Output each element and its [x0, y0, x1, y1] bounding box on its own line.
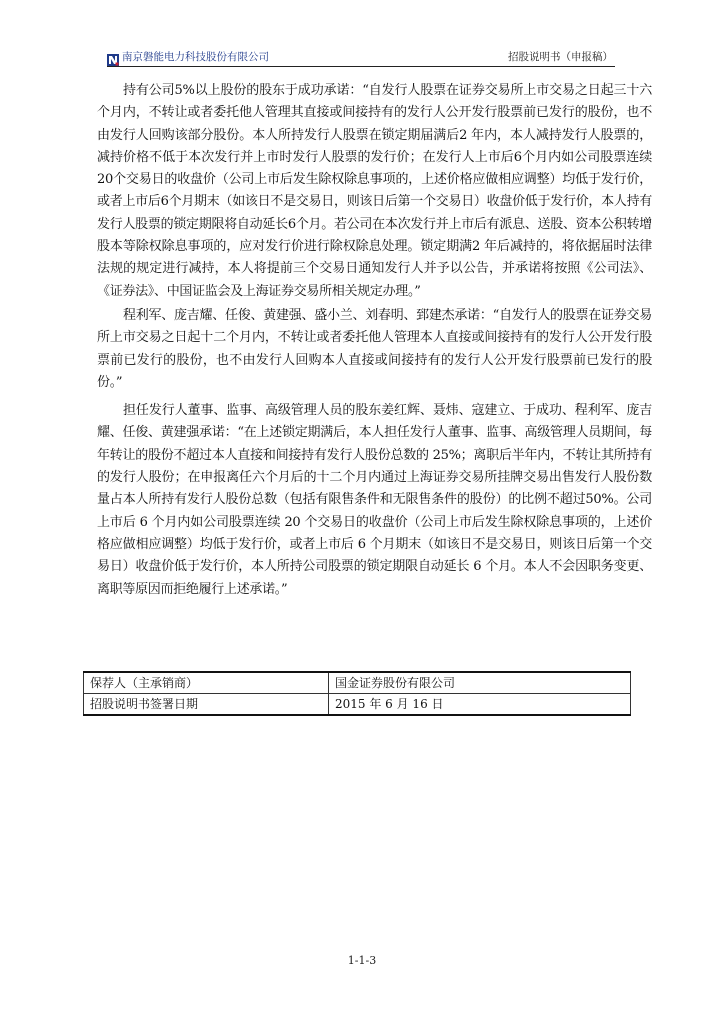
sponsor-label: 保荐人（主承销商） [84, 672, 329, 694]
signing-date-label: 招股说明书签署日期 [84, 694, 329, 716]
sponsor-value: 国金证券股份有限公司 [329, 672, 631, 694]
page-number: 1-1-3 [347, 954, 377, 967]
paragraph-shareholders-lockup: 程利军、庞吉耀、任俊、黄建强、盛小兰、刘春明、郅建杰承诺：“自发行人的股票在证券交易所上市交易之日起十二个月内，不转让或者委托他人管理本人直接或间接持有的发行人公开发行股票前已发行的股份，也不由发行人回购本人直接或间接持有的发行人公开发行股票前已发行的股份。” [97, 307, 652, 390]
table-row [84, 694, 631, 716]
issuance-info-table [83, 671, 631, 716]
document-title: 招股说明书（申报稿） [508, 51, 613, 63]
paragraph-shareholder-commitment: 持有公司5%以上股份的股东于成功承诺：“自发行人股票在证券交易所上市交易之日起三十六个月内，不转让或者委托他人管理其直接或间接持有的发行人公开发行股票前已发行的股份，也不由发行人回购该部分股份。本人所持发行人股票在锁定期届满后2 年内，本人减持发行人股票的，减持价格不低于本次发行并上市时发行人股票的发行价；在发行人上市后6个月内如公司股票连续20个交易日的收盘价（公司上市后发生除权除息事项的，上述价格应做相应调整）均低于发行价，或者上市后6个月期末（如该日不是交易日，则该日后第一个交易日）收盘价低于发行价，本人持有发行人股票的锁定期限将自动延长6个月。若公司在本次发行并上市后有派息、送股、资本公积转增股本等除权除息事项的，应对发行价进行除权除息处理。锁定期满2 年后减持的，将依据届时法律法规的规定进行减持，本人将提前三个交易日通知发行人并予以公告，并承诺将按照《公司法》、《证券法》、中国证监会及上海证券交易所相关规定办理。” [97, 83, 652, 299]
table-row [84, 672, 631, 694]
body-content [97, 80, 714, 601]
signing-date-value: 2015 年 6 月 16 日 [329, 694, 631, 716]
page-header [107, 50, 615, 67]
company-name: 南京磐能电力科技股份有限公司 [122, 51, 269, 63]
company-logo-icon [107, 51, 119, 63]
paragraph-directors-commitment: 担任发行人董事、监事、高级管理人员的股东姜红辉、聂炜、寇建立、于成功、程利军、庞吉耀、任俊、黄建强承诺：“在上述锁定期满后，本人担任发行人董事、监事、高级管理人员期间，每年转让的股份不超过本人直接和间接持有发行人股份总数的 25%；离职后半年内，不转让其所持有的发行人股份；在申报离任六个月后的十二个月内通过上海证券交易所挂牌交易出售发行人股份数量占本人所持有发行人股份总数（包括有限售条件和无限售条件的股份）的比例不超过50%。公司上市后 6 个月内如公司股票连续 20 个交易日的收盘价（公司上市后发生除权除息事项的，上述价格应做相应调整）均低于发行价，或者上市后 6 个月期末（如该日不是交易日，则该日后第一个交易日）收盘价低于发行价，本人所持公司股票的锁定期限自动延长 6 个月。本人不会因职务变更、离职等原因而拒绝履行上述承诺。” [97, 403, 652, 597]
